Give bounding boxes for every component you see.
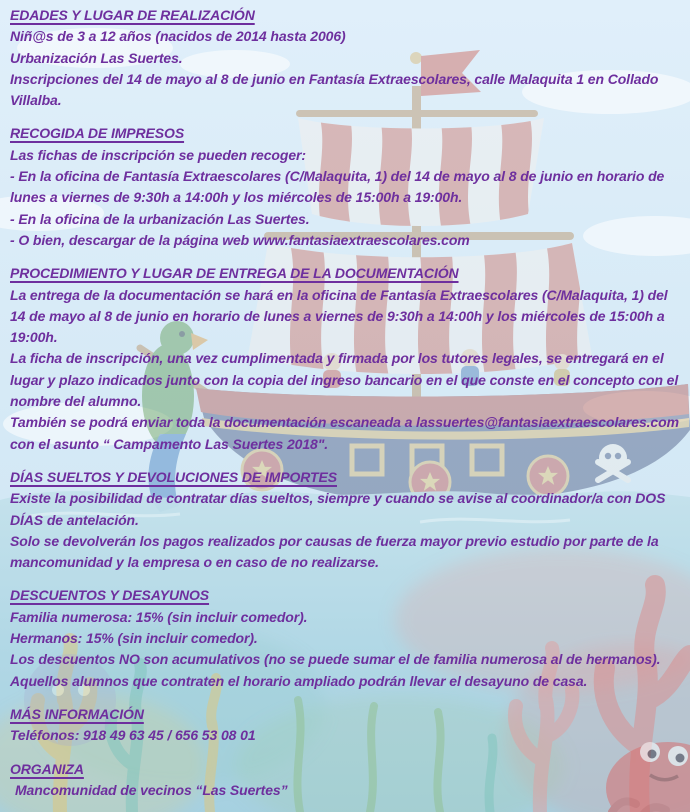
section-organiza-heading: ORGANIZA [10,760,84,777]
section-descuentos-heading: DESCUENTOS Y DESAYUNOS [10,587,210,604]
section-procedimiento-heading: PROCEDIMIENTO Y LUGAR DE ENTREGA DE LA DOCUMENTACIÓN [10,265,459,282]
text-line: La entrega de la documentación se hará en la oficina de Fantasía Extraescolares (C/Malaquita, 1) del 14 de mayo al 8 de junio en horario de lunes a viernes de 9:30h a 14:00h y los miércoles de 15:00h a 19:00h. [10,286,668,346]
text-line: Familia numerosa: 15% (sin incluir comedor). [10,608,308,625]
section-edades-heading: EDADES Y LUGAR DE REALIZACIÓN [10,7,255,23]
section-recogida [10,123,682,251]
text-line: Los descuentos NO son acumulativos (no se puede sumar el de familia numerosa al de hermanos). [10,651,661,668]
text-line: - En la oficina de la urbanización Las Suertes. [10,210,310,227]
text-line: Niñ@s de 3 a 12 años (nacidos de 2014 hasta 2006) [10,28,346,45]
section-edades [10,5,682,111]
section-procedimiento [10,263,682,455]
text-line: Hermanos: 15% (sin incluir comedor). [10,630,258,647]
section-mas-informacion [10,704,682,747]
section-descuentos [10,585,682,691]
text-line: Aquellos alumnos que contraten el horario ampliado podrán llevar el desayuno de casa. [10,672,588,689]
text-line-website: - O bien, descargar de la página web www.fantasiaextraescolares.com [10,231,470,248]
text-line: Urbanización Las Suertes. [10,49,183,66]
text-line: Inscripciones del 14 de mayo al 8 de junio en Fantasía Extraescolares, calle Malaquita 1 en Collado Villalba. [10,70,659,109]
section-recogida-heading: RECOGIDA DE IMPRESOS [10,125,185,142]
text-line-organizer: Mancomunidad de vecinos “Las Suertes” [15,781,288,798]
text-line: Las fichas de inscripción se pueden recoger: [10,146,306,163]
section-dias-sueltos-heading: DÍAS SUELTOS Y DEVOLUCIONES DE IMPORTES [10,468,337,485]
text-line: La ficha de inscripción, una vez cumplimentada y firmada por los tutores legales, se entregará en el lugar y plazo indicados junto con la copia del ingreso bancario en el que conste en el concepto con el nombre del alumno. [10,350,679,410]
text-line-phones: Teléfonos: 918 49 63 45 / 656 53 08 01 [10,727,256,744]
section-mas-informacion-heading: MÁS INFORMACIÓN [10,705,144,722]
text-line-email: También se podrá enviar toda la documentación escaneada a lassuertes@fantasiaextraescolares.com con el asunto “ Campamento Las Suertes 2018". [10,414,679,452]
text-line: Solo se devolverán los pagos realizados por causas de fuerza mayor previo estudio por parte de la mancomunidad y la empresa o en caso de no realizarse. [10,532,659,571]
text-line: Existe la posibilidad de contratar días sueltos, siempre y cuando se avise al coordinador/a con DOS DÍAS de antelación. [10,490,666,528]
text-line: - En la oficina de Fantasía Extraescolares (C/Malaquita, 1) del 14 de mayo al 8 de junio en horario de lunes a viernes de 9:30h a 14:00h y los miércoles de 15:00h a 19:00h. [10,168,665,206]
section-dias-sueltos [10,467,682,573]
section-organiza [10,759,682,802]
